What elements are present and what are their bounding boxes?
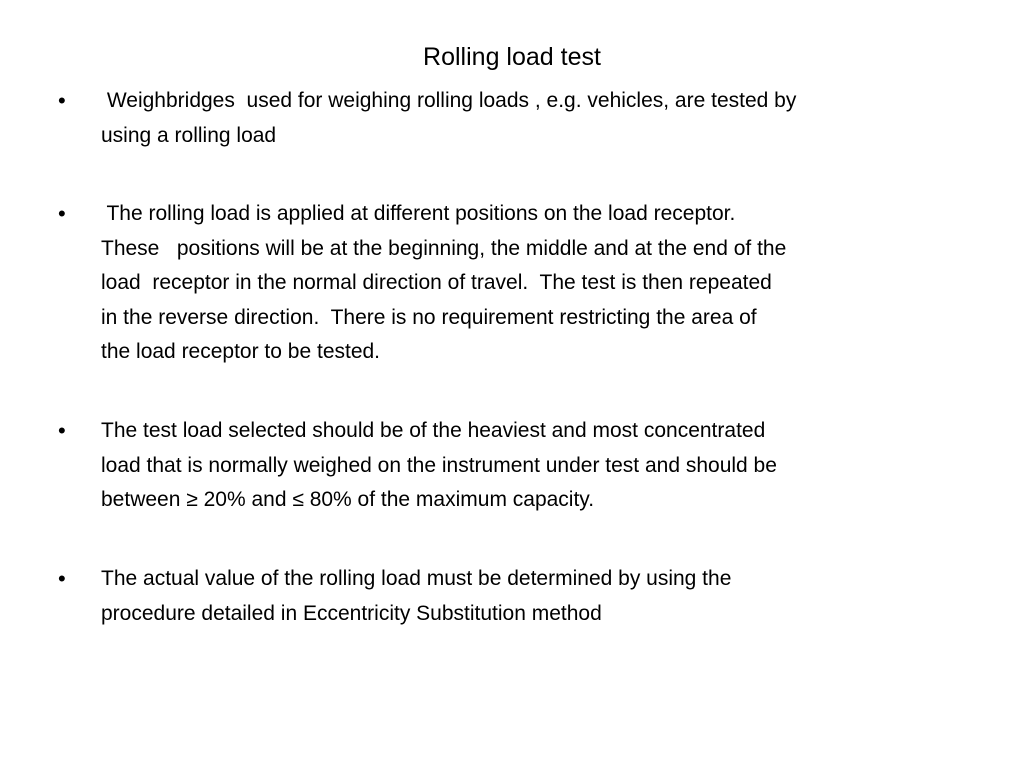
bullet-line: the load receptor to be tested. xyxy=(101,340,381,363)
bullet-line: load that is normally weighed on the instrument under test and should be xyxy=(101,453,777,477)
bullet-line: Weighbridges used for weighing rolling loads , e.g. vehicles, are tested by xyxy=(101,89,797,112)
bullet-line: The actual value of the rolling load must be determined by using the xyxy=(101,567,732,590)
bullet-line: The rolling load is applied at different positions on the load receptor. xyxy=(101,202,736,225)
bullet-line: in the reverse direction. There is no requirement restricting the area of xyxy=(101,305,757,329)
bullet-text xyxy=(101,84,981,153)
bullet-line: between ≥ 20% and ≤ 80% of the maximum capacity. xyxy=(101,488,595,511)
bullet-text xyxy=(101,414,981,518)
bullet-icon: • xyxy=(58,566,66,591)
bullet-text xyxy=(101,562,981,631)
bullet-line: The test load selected should be of the heaviest and most concentrated xyxy=(101,419,766,442)
bullet-icon: • xyxy=(58,418,66,443)
bullet-text xyxy=(101,197,981,370)
bullet-icon: • xyxy=(58,201,66,226)
bullet-line: These positions will be at the beginning, the middle and at the end of the xyxy=(101,236,787,260)
slide-title: Rolling load test xyxy=(423,43,601,71)
bullet-line: procedure detailed in Eccentricity Substitution method xyxy=(101,601,602,625)
bullet-line: load receptor in the normal direction of travel. The test is then repeated xyxy=(101,271,772,294)
bullet-line: using a rolling load xyxy=(101,123,277,147)
bullet-icon: • xyxy=(58,88,66,113)
